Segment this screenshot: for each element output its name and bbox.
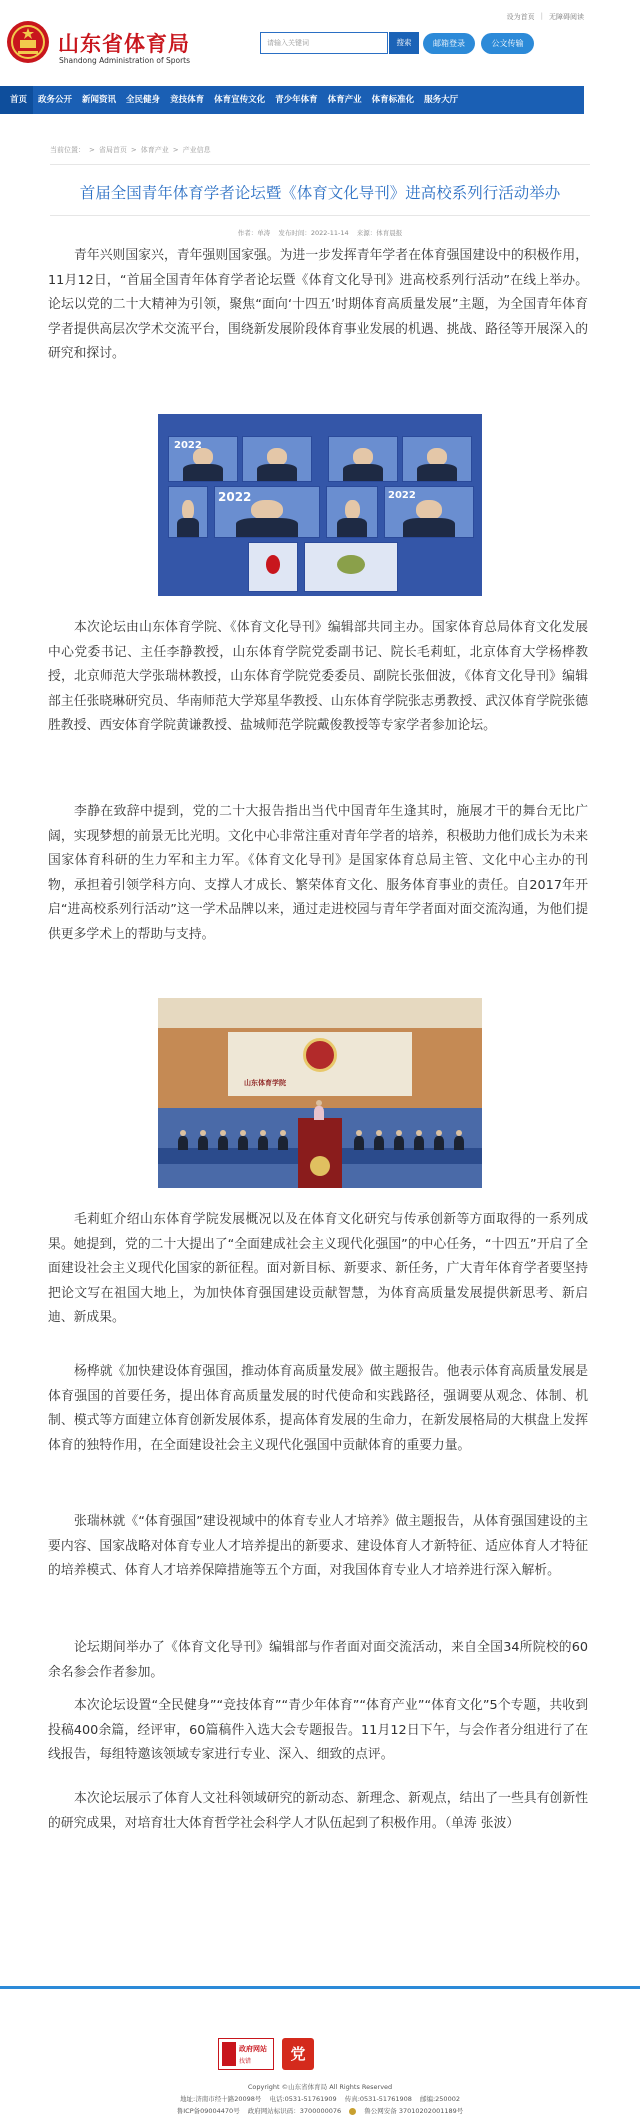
nav-item-youth[interactable]: 青少年体育 (275, 95, 318, 105)
doc-transfer-button[interactable]: 公文传输 (481, 33, 534, 54)
article-meta (0, 228, 640, 237)
article-paragraph: 本次论坛展示了体育人文社科领域研究的新动态、新理念、新观点，结出了一些具有创新性的研究成果，对培育壮大体育哲学社会科学人才队伍起到了积极作用。（单涛 张波） (48, 1791, 588, 1831)
video-conference-photo (158, 414, 482, 596)
event-year-label: 2022 (388, 490, 416, 501)
contact-line (0, 2094, 640, 2103)
nav-item-fitness[interactable]: 全民健身 (126, 95, 161, 105)
copyright: Copyright ©山东省体育局 All Rights Reserved (247, 2083, 393, 2091)
article-paragraph: 青年兴则国家兴，青年强则国家强。为进一步发挥青年学者在体育强国建设中的积极作用，11月12日，“首届全国青年体育学者论坛暨《体育文化导刊》进高校系列行活动”在线上举办。论坛以党的二十大精神为引领，聚焦“面向‘十四五’时期体育高质量发展”主题，为全国青年体育学者提供高层次学术交流平台，围绕新发展阶段体育事业发展的机遇、挑战、路径等开展深入的研究和探讨。 (48, 248, 588, 361)
attendee (278, 1136, 288, 1150)
nav-item-gov-affairs[interactable]: 政务公开 (38, 95, 73, 105)
badge-label: 政府网站 (239, 2045, 267, 2053)
hall-banner-text: 山东体育学院 (244, 1079, 286, 1087)
podium-seal (310, 1156, 330, 1176)
breadcrumb-home[interactable]: 省局首页 (98, 146, 127, 154)
registration-line (0, 2106, 640, 2115)
nav-item-competitive[interactable]: 竞技体育 (170, 95, 205, 105)
site-id: 政府网站标识码：3700000076 (247, 2107, 342, 2115)
party-gov-badge[interactable]: 党 (282, 2038, 314, 2070)
badge-flag-icon (222, 2042, 236, 2066)
footer-badges (218, 2038, 314, 2070)
article-paragraph: 本次论坛设置“全民健身”“竞技体育”“青少年体育”“体育产业”“体育文化”5个专题，共收到投稿400余篇，经评审，60篇稿件入选大会专题报告。11月12日下午，与会作者分组进行了在线报告，每组特邀该领域专家进行专业、深入、细致的点评。 (48, 1698, 588, 1762)
university-emblem (303, 1038, 337, 1072)
top-links (507, 12, 584, 22)
nav-item-standards[interactable]: 体育标准化 (371, 95, 415, 105)
video-tile (304, 542, 398, 592)
article-paragraph: 杨桦就《加快建设体育强国，推动体育高质量发展》做主题报告。他表示体育高质量发展是体育强国的首要任务，提出体育高质量发展的时代使命和实践路径，强调要从观念、体制、机制、模式等方面建立体育创新发展体系，提高体育发展的生命力，在新发展格局的大棋盘上发挥体育的独特作用，在全面建设社会主义现代化强国中贡献体育的重要力量。 (48, 1364, 588, 1453)
attendee (414, 1136, 424, 1150)
search-button[interactable]: 搜索 (389, 32, 419, 54)
video-tile (248, 542, 298, 592)
nav-item-culture[interactable]: 体育宣传文化 (214, 95, 266, 105)
podium (298, 1118, 342, 1188)
article-paragraph: 本次论坛由山东体育学院、《体育文化导刊》编辑部共同主办。国家体育总局体育文化发展中心党委书记、主任李静教授，山东体育学院党委副书记、院长毛莉虹，北京体育大学杨桦教授，北京师范大学张瑞林教授，山东体育学院党委委员、副院长张佃波，《体育文化导刊》编辑部主任张晓琳研究员、华南师范大学郑星华教授、山东体育学院张志勇教授、武汉体育学院张德胜教授、西安体育学院黄谦教授、盐城师范学院戴俊教授等专家学者参加论坛。 (48, 620, 588, 733)
video-tile (168, 486, 208, 538)
site-subtitle: Shandong Administration of Sports (59, 56, 191, 65)
divider (50, 215, 590, 216)
event-year-label: 2022 (218, 490, 252, 504)
article-paragraph: 张瑞林就《“体育强国”建设视域中的体育专业人才培养》做主题报告，从体育强国建设的主要内容、国家战略对体育专业人才培养提出的新要求、建设体育人才新特征、适应体育人才特征的培养模式、体育人才培养保障措施等五个方面，对我国体育专业人才培养进行深入解析。 (48, 1514, 588, 1578)
nav-item-home[interactable]: 首页 (0, 86, 33, 114)
separator: > (89, 146, 95, 154)
attendee (218, 1136, 228, 1150)
icp-link[interactable]: 鲁ICP备09004470号 (176, 2107, 240, 2115)
attendee (354, 1136, 364, 1150)
article-paragraph: 李静在致辞中提到，党的二十大报告指出当代中国青年生逢其时，施展才干的舞台无比广阔，实现梦想的前景无比光明。文化中心非常注重对青年学者的培养，积极助力他们成长为未来国家体育科研的生力军和主力军。《体育文化导刊》是国家体育总局主管、文化中心主办的刊物，承担着引领学科方向、支撑人才成长、繁荣体育文化、服务体育事业的责任。自2017年开启“进高校系列行活动”这一学术品牌以来，通过走进校园与青年学者面对面交流沟通，为他们提供更多学术上的帮助与支持。 (48, 804, 588, 942)
attendee (178, 1136, 188, 1150)
article-source: 来源：体育晨报 (356, 229, 403, 237)
attendee (434, 1136, 444, 1150)
search-input[interactable]: 请输入关键词 (260, 32, 388, 54)
set-homepage-link[interactable]: 设为首页 (506, 13, 535, 21)
video-tile (402, 436, 472, 482)
event-year-label: 2022 (174, 440, 202, 451)
attendee (454, 1136, 464, 1150)
article-date: 发布时间：2022-11-14 (278, 229, 349, 237)
breadcrumb (50, 145, 211, 155)
accessible-reading-link[interactable]: 无障碍阅读 (549, 13, 584, 21)
fax: 传真:0531-51761908 (344, 2095, 412, 2103)
nav-item-service[interactable]: 服务大厅 (424, 95, 459, 105)
site-title[interactable]: 山东省体育局 (58, 31, 190, 56)
breadcrumb-industry[interactable]: 体育产业 (140, 146, 169, 154)
badge-sublabel: 找错 (239, 2058, 252, 2065)
police-record-link[interactable]: 鲁公网安备 37010202001189号 (364, 2107, 464, 2115)
separator: > (130, 146, 137, 154)
main-nav (0, 86, 584, 114)
article-paragraph: 论坛期间举办了《体育文化导刊》编辑部与作者面对面交流活动，来自全国34所院校的60余名参会作者参加。 (48, 1640, 588, 1680)
telephone: 电话:0531-51761909 (269, 2095, 337, 2103)
nav-item-industry[interactable]: 体育产业 (327, 95, 362, 105)
video-tile (326, 486, 378, 538)
zipcode: 邮编:250002 (419, 2095, 460, 2103)
police-badge-icon (349, 2108, 356, 2115)
video-tile (328, 436, 398, 482)
article-title: 首届全国青年体育学者论坛暨《体育文化导刊》进高校系列行活动举办 (79, 184, 561, 202)
speaker (314, 1106, 324, 1120)
breadcrumb-industry-info[interactable]: 产业信息 (182, 146, 211, 154)
article-paragraph: 毛莉虹介绍山东体育学院发展概况以及在体育文化研究与传承创新等方面取得的一系列成果。她提到，党的二十大提出了“全面建成社会主义现代化强国”的中心任务，“十四五”开启了全面建设社会主义现代化国家的新征程。面对新目标、新要求、新任务，广大青年体育学者要坚持把论文写在祖国大地上，为加快体育强国建设贡献智慧，为体育高质量发展提供新思考、新启迪、新成果。 (48, 1212, 588, 1325)
photo-ceiling (158, 998, 482, 1028)
attendee (374, 1136, 384, 1150)
article-author: 作者：单涛 (237, 229, 271, 237)
gov-website-badge[interactable] (218, 2038, 274, 2070)
address: 地址:济南市经十路20098号 (180, 2095, 262, 2103)
attendee (394, 1136, 404, 1150)
separator: | (540, 12, 543, 20)
mail-login-button[interactable]: 邮箱登录 (423, 33, 475, 54)
footer-divider (0, 1986, 640, 1989)
nav-item-news[interactable]: 新闻资讯 (82, 95, 117, 105)
attendee (238, 1136, 248, 1150)
attendee (258, 1136, 268, 1150)
conference-hall-photo (158, 998, 482, 1188)
video-tile (242, 436, 312, 482)
attendee (198, 1136, 208, 1150)
separator: > (172, 146, 179, 154)
divider (50, 164, 590, 165)
breadcrumb-prefix: 当前位置： (50, 146, 85, 154)
national-emblem-icon (6, 20, 50, 64)
